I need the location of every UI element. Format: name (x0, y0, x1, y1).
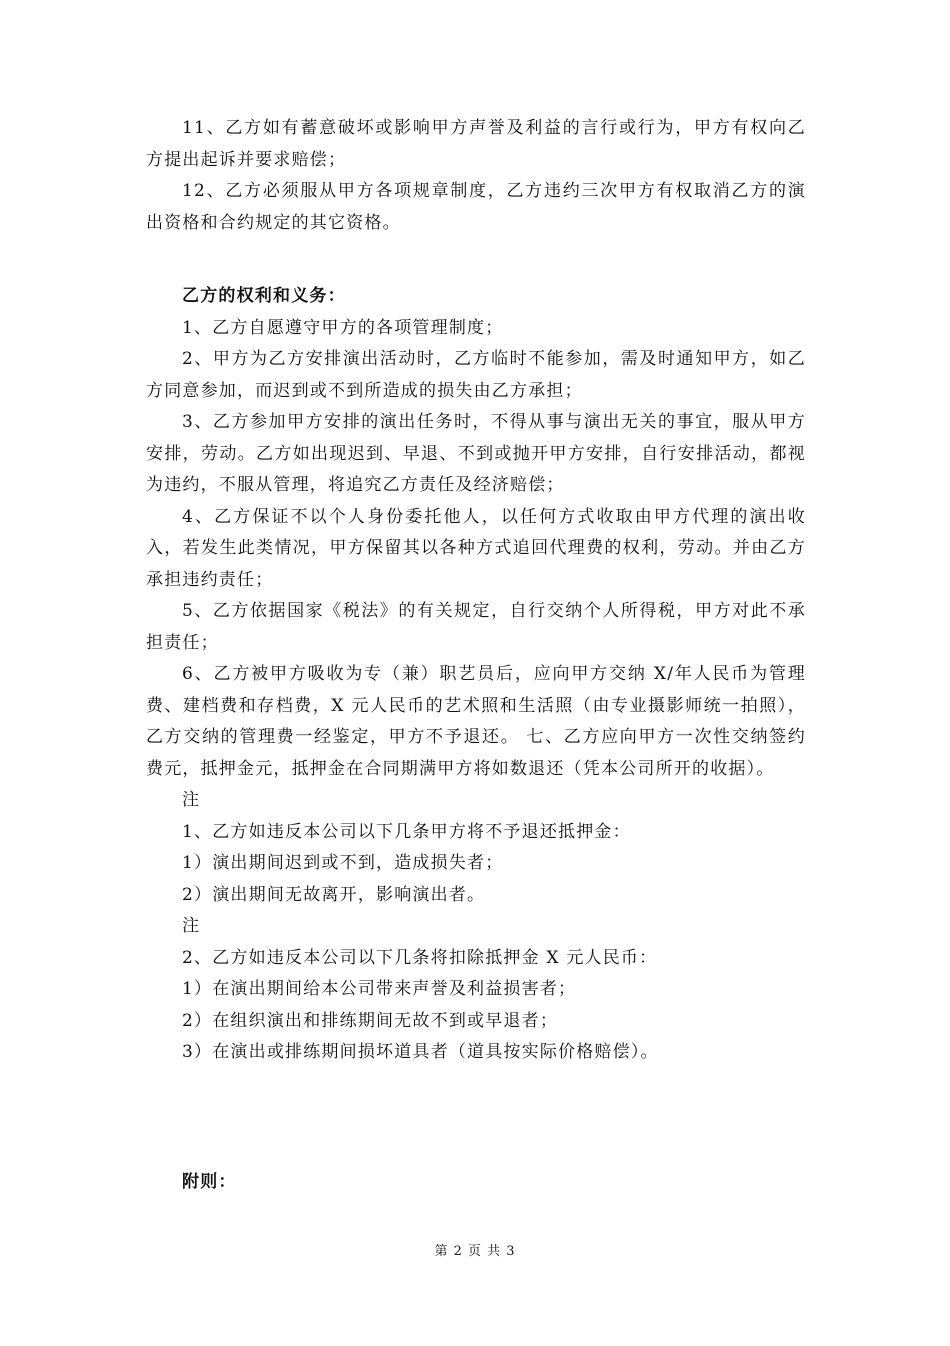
note-1-line: 2）演出期间无故离开，影响演出者。 (182, 884, 486, 905)
section-top (146, 113, 806, 239)
clause-11: 11、乙方如有蓄意破坏或影响甲方声誉及利益的言行或行为，甲方有权向乙方提出起诉并要求赔偿； (146, 118, 806, 170)
note-1-line: 1）演出期间迟到或不到，造成损失者； (182, 853, 504, 873)
appendix-section (146, 1167, 806, 1199)
note-2-line: 2）在组织演出和排练期间无故不到或早退者； (182, 1010, 559, 1031)
page-number-footer: 第 2 页 共 3 (434, 1244, 516, 1259)
note-2-label: 注 (182, 916, 201, 936)
rights-clause-2: 2、甲方为乙方安排演出活动时，乙方临时不能参加，需及时通知甲方，如乙方同意参加，而迟到或不到所造成的损失由乙方承担； (146, 349, 806, 401)
note-2-line: 2、乙方如违反本公司以下几条将扣除抵押金 X 元人民币： (182, 947, 658, 968)
rights-clause-6: 6、乙方被甲方吸收为专（兼）职艺员后，应向甲方交纳 X/年人民币为管理费、建档费和存档费，X 元人民币的艺术照和生活照（由专业摄影师统一拍照），乙方交纳的管理费一经鉴定，甲方不予退还。 七、乙方应向甲方一次性交纳签约费元，抵押金元，抵押金在合同期满甲方将如数退还（凭本公司所开的收据）。 (146, 664, 806, 779)
note-1-line: 1、乙方如违反本公司以下几条甲方将不予退还抵押金： (182, 821, 631, 842)
note-2-line: 1）在演出期间给本公司带来声誉及利益损害者； (182, 979, 577, 999)
rights-clause-1: 1、乙方自愿遵守甲方的各项管理制度； (182, 317, 504, 338)
clause-12: 12、乙方必须服从甲方各项规章制度，乙方违约三次甲方有权取消乙方的演出资格和合约规定的其它资格。 (146, 181, 806, 233)
appendix-heading: 附则： (182, 1172, 237, 1192)
rights-clause-5: 5、乙方依据国家《税法》的有关规定，自行交纳个人所得税，甲方对此不承担责任； (146, 601, 806, 653)
note-2-line: 3）在演出或排练期间损坏道具者（道具按实际价格赔偿）。 (182, 1042, 659, 1062)
rights-heading: 乙方的权利和义务： (182, 286, 346, 306)
rights-clause-4: 4、乙方保证不以个人身份委托他人，以任何方式收取由甲方代理的演出收入，若发生此类情况，甲方保留其以各种方式追回代理费的权利，劳动。并由乙方承担违约责任； (146, 506, 806, 590)
section-rights (146, 281, 806, 1069)
rights-clause-3: 3、乙方参加甲方安排的演出任务时，不得从事与演出无关的事宜，服从甲方安排，劳动。乙方如出现迟到、早退、不到或抛开甲方安排，自行安排活动，都视为违约，不服从管理，将追究乙方责任及经济赔偿； (146, 412, 806, 495)
note-1-label: 注 (182, 790, 201, 810)
